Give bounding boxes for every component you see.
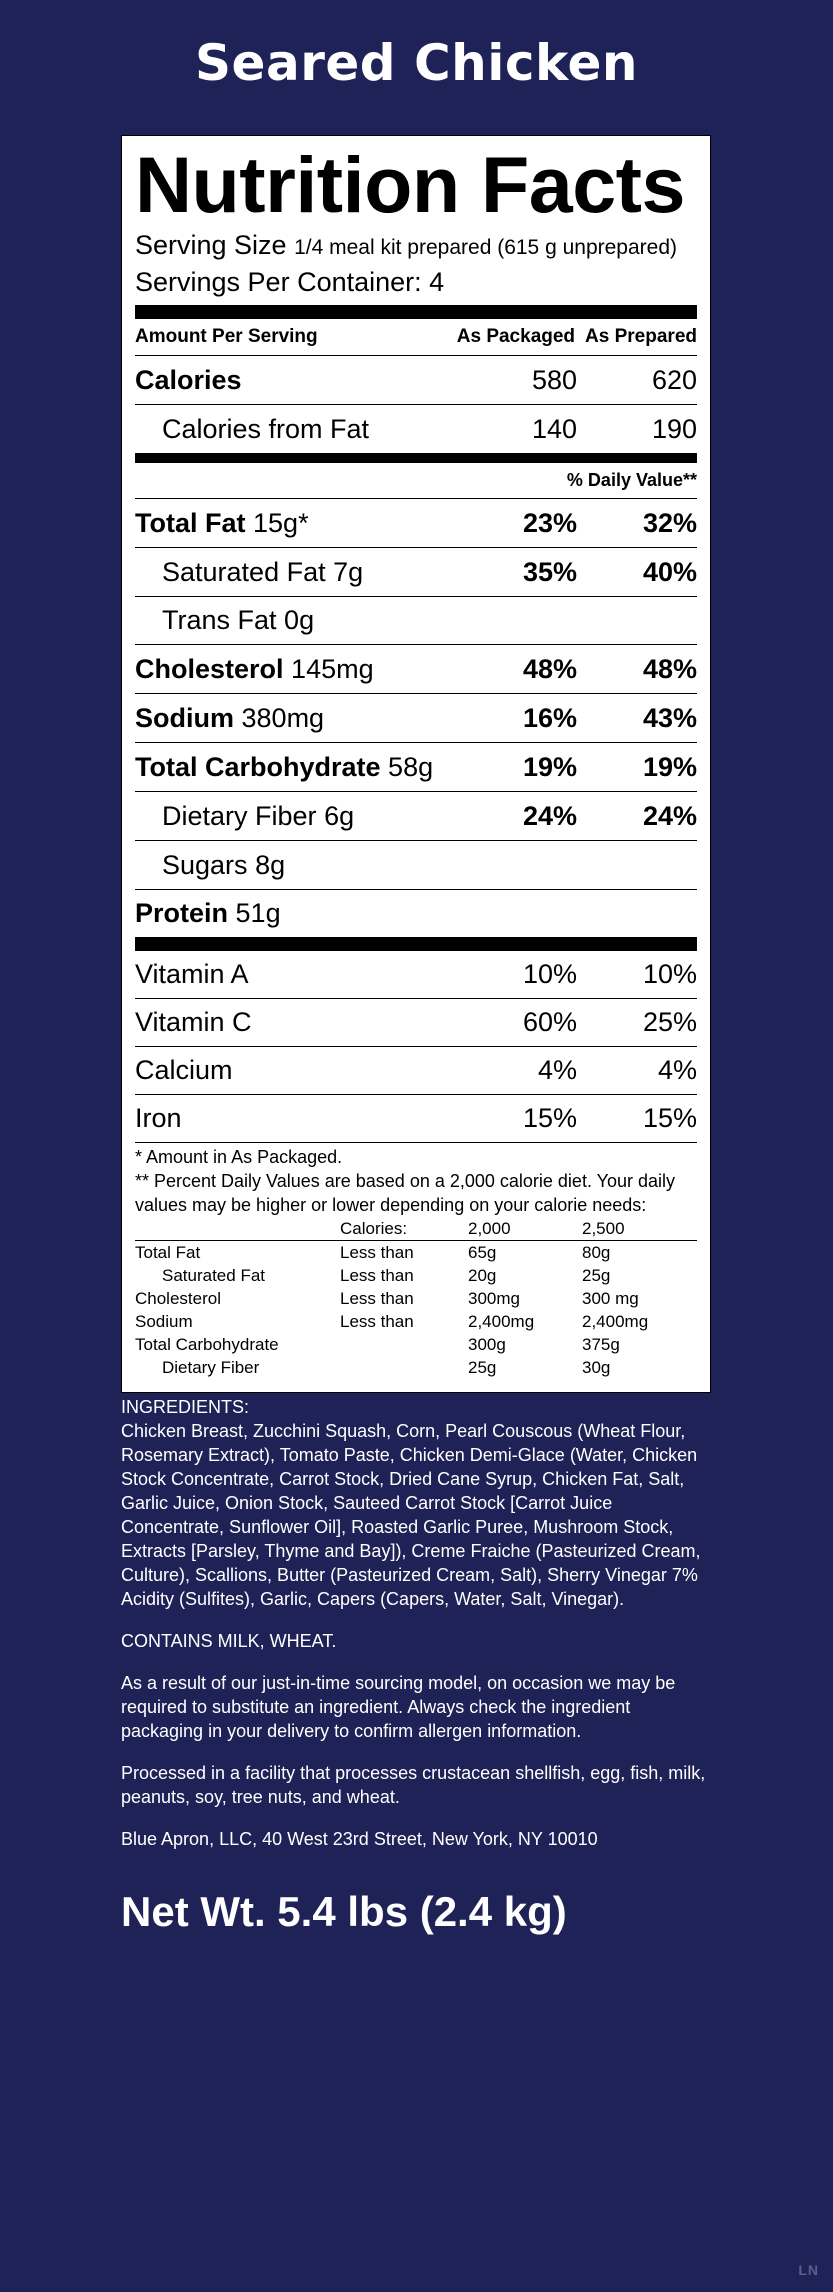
calories-prepared: 620 xyxy=(651,364,697,395)
nutrient-prepared: 43% xyxy=(642,702,697,733)
daily-value-header xyxy=(135,463,697,499)
corner-logo: LN xyxy=(798,2262,819,2278)
col-prepared-header: As Prepared xyxy=(585,326,697,347)
table-row xyxy=(135,1333,697,1356)
nutrient-prepared: 24% xyxy=(642,800,697,831)
nutrient-packaged: 16% xyxy=(522,702,577,733)
nutrient-amount: 6g xyxy=(324,800,355,831)
serving-size-value: 1/4 meal kit prepared (615 g unprepared) xyxy=(294,236,677,259)
nutrient-amount: 58g xyxy=(388,751,434,782)
dv-row-2500: 300 mg xyxy=(582,1289,639,1308)
amount-header-row xyxy=(135,319,697,356)
nutrient-prepared: 32% xyxy=(642,507,697,538)
nutrient-name: Total Fat xyxy=(135,507,246,538)
net-weight: Net Wt. 5.4 lbs (2.4 kg) xyxy=(121,1888,567,1935)
nutrient-packaged: 24% xyxy=(522,800,577,831)
vitamin-row xyxy=(135,1095,697,1143)
calories-row xyxy=(135,356,697,405)
nutrient-row xyxy=(135,890,697,937)
vitamin-name: Calcium xyxy=(135,1055,233,1085)
nutrient-amount: 380mg xyxy=(241,702,325,733)
dv-row-2000: 20g xyxy=(468,1266,497,1285)
dv-row-condition: Less than xyxy=(340,1243,414,1262)
calories-2500: 2,500 xyxy=(582,1217,697,1241)
nutrient-name: Sodium xyxy=(135,702,234,733)
nutrient-row xyxy=(135,499,697,548)
nutrient-row xyxy=(135,694,697,743)
medium-divider xyxy=(135,453,697,463)
dv-row-name: Dietary Fiber xyxy=(162,1358,260,1377)
dv-row-2000: 300g xyxy=(468,1335,506,1354)
vitamin-prepared: 25% xyxy=(642,1007,697,1037)
daily-value-header-label: % Daily Value** xyxy=(566,470,697,490)
nutrient-row xyxy=(135,645,697,694)
dv-row-2500: 375g xyxy=(582,1335,620,1354)
facility-note: Processed in a facility that processes crustacean shellfish, egg, fish, milk, peanuts, soy, tree nuts, and wheat. xyxy=(121,1763,706,1807)
nutrition-facts-heading: Nutrition Facts xyxy=(135,140,685,229)
nutrient-name: Protein xyxy=(135,898,229,928)
dv-row-name: Cholesterol xyxy=(135,1289,221,1308)
nutrition-facts-panel xyxy=(121,135,711,1393)
calories-from-fat-prepared: 190 xyxy=(651,413,697,444)
servings-per-container: Servings Per Container: 4 xyxy=(135,267,445,297)
vitamin-row xyxy=(135,951,697,999)
vitamin-prepared: 15% xyxy=(642,1103,697,1133)
nutrient-row xyxy=(135,743,697,792)
amount-per-serving-label: Amount Per Serving xyxy=(135,326,318,347)
table-row xyxy=(135,1241,697,1265)
ingredients-heading: INGREDIENTS: xyxy=(121,1397,250,1417)
nutrient-prepared: 40% xyxy=(642,556,697,587)
nutrient-packaged: 35% xyxy=(522,556,577,587)
vitamin-packaged: 15% xyxy=(522,1103,577,1133)
dv-row-name: Sodium xyxy=(135,1312,193,1331)
nutrient-amount: 8g xyxy=(255,849,286,880)
dv-row-name: Total Carbohydrate xyxy=(135,1335,279,1354)
dv-row-2000: 300mg xyxy=(468,1289,520,1308)
footnote-daily-values: ** Percent Daily Values are based on a 2,000 calorie diet. Your daily values may be higher or lower depending on your calorie needs: xyxy=(135,1171,676,1215)
nutrient-packaged: 19% xyxy=(522,751,577,782)
nutrient-packaged: 48% xyxy=(522,653,577,684)
nutrient-row xyxy=(135,548,697,597)
nutrient-name: Trans Fat xyxy=(162,605,277,635)
nutrient-amount: 15g* xyxy=(253,507,309,538)
dv-row-2000: 65g xyxy=(468,1243,497,1262)
vitamin-row xyxy=(135,1047,697,1095)
nutrient-name: Cholesterol xyxy=(135,653,284,684)
dv-row-name: Total Fat xyxy=(135,1243,201,1262)
table-row xyxy=(135,1264,697,1287)
vitamin-packaged: 10% xyxy=(522,959,577,989)
footnote-as-packaged: * Amount in As Packaged. xyxy=(135,1147,343,1167)
product-title: Seared Chicken xyxy=(195,34,638,92)
dv-row-condition: Less than xyxy=(340,1312,414,1331)
table-row xyxy=(135,1356,697,1379)
vitamin-packaged: 4% xyxy=(537,1055,577,1085)
dv-row-condition: Less than xyxy=(340,1266,414,1285)
vitamin-prepared: 4% xyxy=(657,1055,697,1085)
vitamin-prepared: 10% xyxy=(642,959,697,989)
thick-divider xyxy=(135,937,697,951)
vitamin-name: Vitamin A xyxy=(135,959,249,989)
nutrient-row xyxy=(135,792,697,841)
daily-value-reference-table xyxy=(135,1217,697,1379)
nutrient-name: Sugars xyxy=(162,849,248,880)
calories-from-fat-label: Calories from Fat xyxy=(162,413,370,444)
nutrient-name: Saturated Fat xyxy=(162,556,326,587)
dv-row-2500: 30g xyxy=(582,1358,611,1377)
dv-row-2500: 2,400mg xyxy=(582,1312,649,1331)
dv-row-2500: 25g xyxy=(582,1266,611,1285)
manufacturer-address: Blue Apron, LLC, 40 West 23rd Street, New York, NY 10010 xyxy=(121,1829,598,1849)
dv-row-condition: Less than xyxy=(340,1289,414,1308)
vitamin-row xyxy=(135,999,697,1047)
calories-from-fat-row xyxy=(135,405,697,453)
nutrient-row xyxy=(135,841,697,890)
nutrient-prepared: 19% xyxy=(642,751,697,782)
nutrient-name: Dietary Fiber xyxy=(162,800,317,831)
dv-row-condition xyxy=(340,1356,468,1379)
dv-row-condition xyxy=(340,1333,468,1356)
thick-divider xyxy=(135,305,697,319)
nutrient-amount: 51g xyxy=(235,898,281,928)
calories-packaged: 580 xyxy=(531,364,577,395)
table-row xyxy=(135,1310,697,1333)
vitamin-name: Vitamin C xyxy=(135,1007,252,1037)
calories-column-label: Calories: xyxy=(340,1217,468,1241)
col-packaged-header: As Packaged xyxy=(456,326,576,347)
nutrient-amount: 145mg xyxy=(291,653,374,684)
nutrient-name: Total Carbohydrate xyxy=(135,751,381,782)
nutrient-row xyxy=(135,597,697,645)
calories-from-fat-packaged: 140 xyxy=(531,413,577,444)
ingredients-text: Chicken Breast, Zucchini Squash, Corn, Pearl Couscous (Wheat Flour, Rosemary Extract), Tomato Paste, Chicken Demi-Glace (Water, Chicken Stock Concentrate, Carrot Stock, Dried Cane Syrup, Chicken Fat, Salt, Garlic Juice, Onion Stock, Sauteed Carrot Stock [Carrot Juice Concentrate, Sunflower Oil], Roasted Garlic Puree, Mushroom Stock, Extracts [Parsley, Thyme and Bay]), Creme Fraiche (Pasteurized Cream, Culture), Scallions, Butter (Pasteurized Cream, Salt), Sherry Vinegar 7% Acidity (Sulfites), Garlic, Capers (Capers, Water, Salt, Vinegar). xyxy=(121,1421,701,1609)
dv-row-2000: 2,400mg xyxy=(468,1312,535,1331)
allergen-statement: CONTAINS MILK, WHEAT. xyxy=(121,1631,337,1651)
serving-size xyxy=(135,228,697,265)
nutrient-amount: 7g xyxy=(333,556,364,587)
calories-2000: 2,000 xyxy=(468,1217,582,1241)
calories-label: Calories xyxy=(135,364,242,395)
product-details xyxy=(121,1395,716,1865)
vitamin-packaged: 60% xyxy=(522,1007,577,1037)
dv-row-2000: 25g xyxy=(468,1358,497,1377)
vitamin-name: Iron xyxy=(135,1103,182,1133)
nutrient-packaged: 23% xyxy=(522,507,577,538)
nutrient-amount: 0g xyxy=(284,605,315,635)
serving-size-label: Serving Size xyxy=(135,230,287,260)
dv-row-2500: 80g xyxy=(582,1243,611,1262)
sourcing-note: As a result of our just-in-time sourcing model, on occasion we may be required to substitute an ingredient. Always check the ingredient packaging in your delivery to confirm allergen information. xyxy=(121,1673,676,1741)
table-row xyxy=(135,1287,697,1310)
dv-row-name: Saturated Fat xyxy=(162,1266,266,1285)
nutrient-prepared: 48% xyxy=(642,653,697,684)
